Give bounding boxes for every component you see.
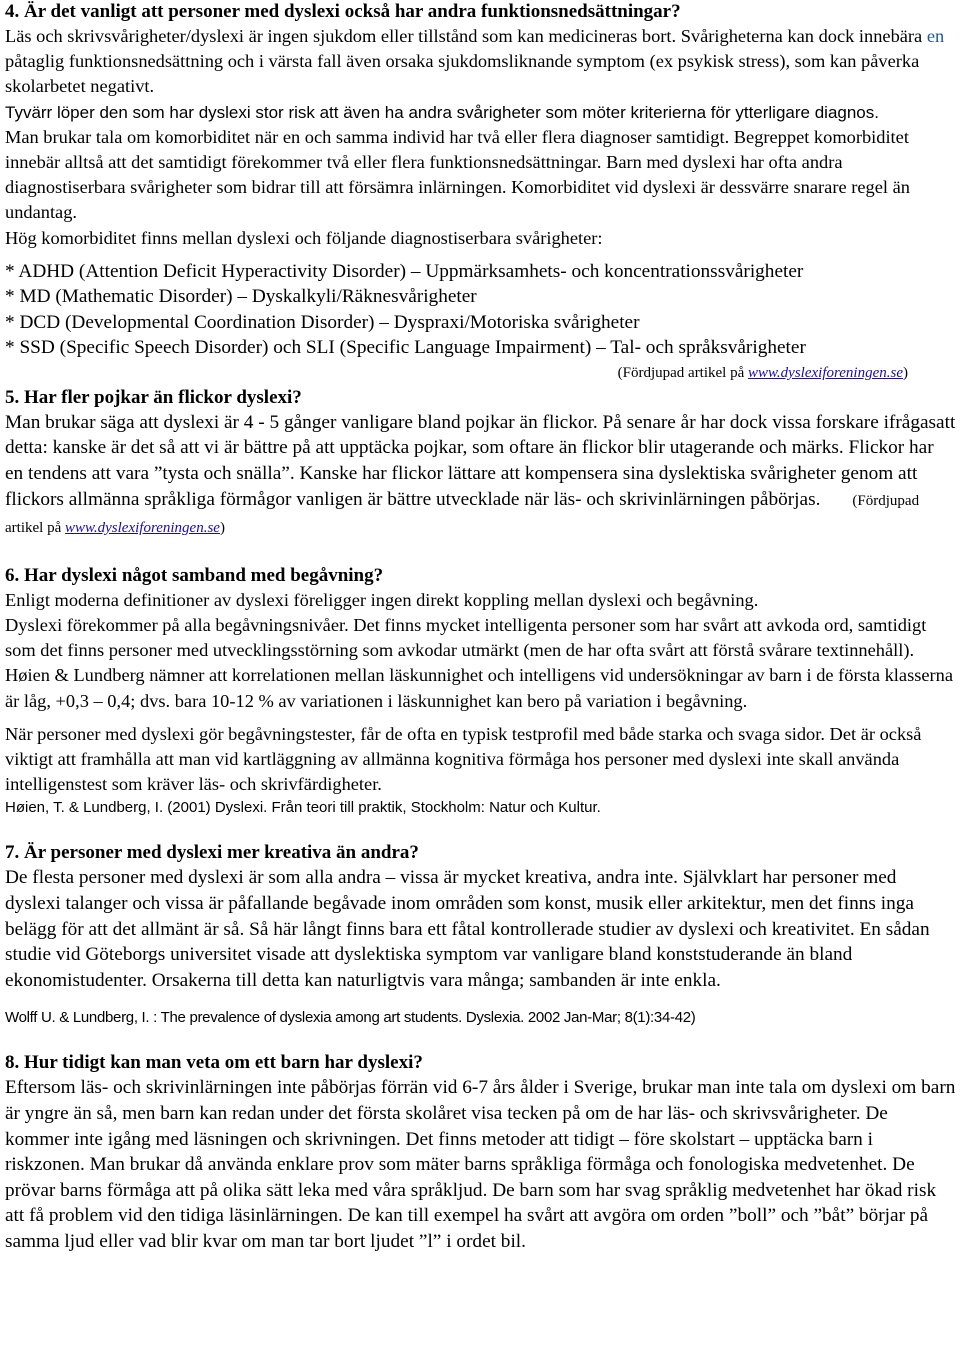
section-q8 (5, 1051, 956, 1254)
section-q6 (5, 564, 956, 820)
section-heading: 5. Har fler pojkar än flickor dyslexi? (5, 386, 302, 408)
paragraph: Dyslexi förekommer på alla begåvningsnivåer. Det finns mycket intelligenta personer som har svårt att avkoda ord, samtidigt som det finns personer med utvecklingsstörning som avkodar utmärkt (men de har ofta svårt att förstå svårare textinnehåll). Høien & Lundberg nämner att korrelationen mellan läskunnighet och intelligens vid undersökningar av barn i de första klasserna är låg, +0,3 – 0,4; dvs. bara 10-12 % av variationen i läskunnighet kan bero på variation i begåvning. (5, 615, 954, 711)
paragraph: Enligt moderna definitioner av dyslexi föreligger ingen direkt koppling mellan dyslexi och begåvning. (5, 589, 759, 610)
paragraph: De flesta personer med dyslexi är som alla andra – vissa är mycket kreativa, andra inte. Självklart har personer med dyslexi talanger och vissa är påfallande begåvade inom områden som konst, musik eller arkitektur, men det finns inga belägg för att det allmänt är så. Så här långt finns bara ett fåtal kontrollerade studier av dyslexi och kreativitet. En sådan studie vid Göteborgs universitet visade att dyslektiska symptom var vanligare bland konststuderande än bland ekonomistudenter. Orsakerna till detta kan naturligtvis vara många; sambanden är inte enkla. (5, 867, 930, 991)
reference-link[interactable]: www.dyslexiforeningen.se (748, 364, 903, 381)
section-q4 (5, 0, 956, 386)
text: en (926, 26, 945, 46)
paragraph: Hög komorbiditet finns mellan dyslexi och följande diagnostiserbara svårigheter: (5, 227, 603, 248)
paragraph: Man brukar tala om komorbiditet när en och samma individ har två eller flera diagnoser samtidigt. Begreppet komorbiditet innebär alltså att det samtidigt förekommer två eller flera funktionsnedsättningar. Barn med dyslexi har ofta andra diagnostiserbara svårigheter som bidrar till att försämra inlärningen. Komorbiditet vid dyslexi är dessvärre snarare regel än undantag. (5, 126, 910, 223)
section-heading: 6. Har dyslexi något samband med begåvning? (5, 564, 384, 586)
section-heading: 4. Är det vanligt att personer med dyslexi också har andra funktionsnedsättningar? (5, 1, 681, 22)
list-item: * ADHD (Attention Deficit Hyperactivity Disorder) – Uppmärksamhets- och koncentrationssvårigheter (5, 260, 804, 282)
list-item: * MD (Mathematic Disorder) – Dyskalkyli/Räknesvårigheter (5, 286, 477, 308)
text: (Fördjupad artikel på (5, 492, 920, 537)
paragraph (5, 410, 956, 542)
reference-link[interactable]: www.dyslexiforeningen.se (64, 520, 220, 537)
section-heading: 8. Hur tidigt kan man veta om ett barn har dyslexi? (5, 1052, 423, 1074)
list-item: * SSD (Specific Speech Disorder) och SLI (Specific Language Impairment) – Tal- och språksvårigheter (5, 337, 806, 359)
citation: Høien, T. & Lundberg, I. (2001) Dyslexi. Från teori till praktik, Stockholm: Natur och Kultur. (5, 799, 601, 817)
text: (Fördjupad artikel på (617, 364, 745, 381)
section-q7 (5, 841, 956, 1029)
text: ) (903, 364, 908, 381)
paragraph: När personer med dyslexi gör begåvningstester, får de ofta en typisk testprofil med både starka och svaga sidor. Det är också viktigt att framhålla att man vid kartläggning av allmänna kognitiva förmåga hos personer med dyslexi inte skall använda intelligenstest som kräver läs- och skrivfärdigheter. (5, 723, 922, 795)
text: Man brukar säga att dyslexi är 4 - 5 gånger vanligare bland pojkar än flickor. På senare år har dock vissa forskare ifrågasatt detta: kanske är det så att vi är bättre på att upptäcka pojkar, som oftare än flickor blir utagerande och märks. Flickor har en tendens att vara ”tysta och snälla”. Kanske har flickor lättare att kompensera sina dyslektiska svårigheter genom att flickors allmänna språkliga förmågor vanligen är bättre utvecklade när läs- och skrivinlärningen påbörjas. (5, 411, 956, 510)
paragraph: Tyvärr löper den som har dyslexi stor risk att även ha andra svårigheter som möter kriterierna för ytterligare diagnos. (5, 102, 879, 122)
reference-line (5, 361, 956, 386)
paragraph: Eftersom läs- och skrivinlärningen inte påbörjas förrän vid 6-7 års ålder i Sverige, brukar man inte tala om dyslexi om barn är yngre än så, men barn kan redan under det första skolåret visa tecken på om de har läs- och skrivsvårigheter. De kommer inte igång med läsningen och skrivningen. Det finns metoder att tidigt – före skolstart – upptäcka barn i riskzonen. Man brukar då använda enklare prov som mäter barns språkliga förmåga och fonologiska medvetenhet. De prövar barns förmåga att på olika sätt leka med våra språkljud. De barn som har svag språklig medvetenhet har ökad risk att få problem vid den tidiga läsinlärningen. De kan till exempel ha svårt att avgöra om orden ”boll” och ”båt” börjar på samma ljud eller vad blir kvar om man tar bort ljudet ”l” i ordet bil. (5, 1077, 956, 1252)
list-item: * DCD (Developmental Coordination Disorder) – Dyspraxi/Motoriska svårigheter (5, 311, 640, 333)
citation: Wolff U. & Lundberg, I. : The prevalence of dyslexia among art students. Dyslexia. 2002 Jan-Mar; 8(1):34-42) (5, 1009, 696, 1027)
section-heading: 7. Är personer med dyslexi mer kreativa än andra? (5, 842, 419, 864)
text: påtaglig funktionsnedsättning och i värsta fall även orsaka sjukdomsliknande symptom (ex psykisk stress), som kan påverka skolarbetet negativt. (5, 51, 920, 97)
paragraph (5, 24, 956, 100)
text: ) (219, 520, 225, 537)
section-q5 (5, 386, 956, 542)
text: Läs och skrivsvårigheter/dyslexi är ingen sjukdom eller tillstånd som kan medicineras bort. Svårigheterna kan dock innebära (5, 26, 923, 46)
